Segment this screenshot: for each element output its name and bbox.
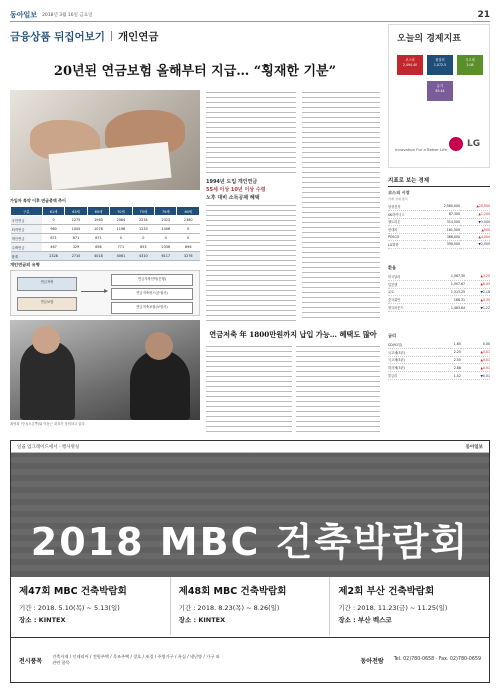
table-cell: 960	[42, 225, 64, 234]
ad-event	[11, 577, 171, 635]
interview-photo	[10, 320, 200, 420]
diagram-title: 개인연금의 유형	[10, 262, 40, 267]
table-row: 삼성전자 2,560,000 ▲20,000	[388, 204, 490, 209]
event-title: 제2회 부산 건축박람회	[338, 586, 435, 597]
rail-rates	[388, 330, 490, 380]
photo-caption: 최영희 이사(오른쪽)와 이동근 대표가 상담하고 있다.	[10, 422, 86, 426]
organizer-label: 동아전람	[360, 657, 384, 665]
article-subhead: 연금저축 年 1800만원까지 납입 가능… 혜택도 많아	[209, 330, 377, 339]
diagram-box-savings: 연금저축	[17, 277, 77, 291]
table-row: 셀트리온 314,500 ▼3,500	[388, 219, 490, 225]
table-row: 회사채(3년) 2.88 ▲0.01	[388, 365, 490, 371]
table-cell: 0	[110, 234, 132, 243]
ad-top-left: 일곱 업그레이드에서 · 행사명칭	[17, 444, 80, 450]
ad-event	[330, 577, 489, 635]
indicator-tile: 원달러 1,072.5	[427, 55, 453, 75]
table-title: 가입자 특약 이후 연금총액 추이	[10, 198, 66, 203]
table-cell: 656	[87, 243, 109, 252]
table-cell: 0	[132, 234, 154, 243]
table-cell: 2323	[155, 216, 177, 225]
pension-table	[10, 206, 200, 261]
rail-ad[interactable]	[388, 24, 490, 168]
table-cell: 1196	[110, 225, 132, 234]
table-cell: 4018	[87, 252, 109, 261]
table-cell: 896	[177, 243, 200, 252]
expo-advertisement[interactable]	[10, 440, 490, 683]
diagram-box-ins-product: 연금저축보험(보험사)	[111, 302, 193, 314]
rail-note: 거래 상위 종목	[388, 197, 408, 201]
table-cell: 4061	[110, 252, 132, 261]
market-table	[388, 203, 490, 249]
table-cell: 0	[177, 225, 200, 234]
table-row-label: 합계	[11, 252, 43, 261]
table-row: SK하이닉스 87,300 ▲1,200	[388, 212, 490, 217]
table-row: 콜금리 1.52 ▼0.01	[388, 373, 490, 379]
indicator-tile: 코스피 2,494.40	[397, 55, 423, 75]
section-title: 금융상품 뒤집어보기	[10, 30, 105, 43]
newspaper-brand: 동아일보	[10, 10, 38, 19]
table-cell: 1406	[155, 225, 177, 234]
exchange-table	[388, 273, 490, 312]
ad-events	[11, 577, 489, 635]
table-cell: 0	[177, 234, 200, 243]
article-photo	[10, 90, 200, 190]
pull-quote-line1: 1994년 도입 개인연금	[206, 179, 258, 185]
table-cell: 1233	[132, 225, 154, 234]
masthead	[10, 8, 490, 22]
section-subtitle: 개인연금	[117, 30, 159, 43]
ad-banner	[11, 453, 489, 577]
event-place: 장소 : KINTEX	[19, 616, 66, 624]
table-row: 현대차 161,500 ▲500	[388, 227, 490, 233]
table-cell: 2380	[177, 216, 200, 225]
pull-quote	[206, 178, 300, 202]
table-cell: 0	[155, 234, 177, 243]
table-header-row	[11, 207, 200, 216]
table-cell: 4310	[132, 252, 154, 261]
rates-table	[388, 341, 490, 380]
table-header: 80세	[177, 207, 200, 216]
pull-quote-line2: 55세 이상 10년 이상 수령	[206, 187, 266, 193]
diagram-arrow	[81, 291, 107, 292]
table-row	[11, 234, 200, 243]
pension-type-diagram	[10, 270, 200, 316]
table-row: 미국달러 1,067.30 ▲3.20	[388, 274, 490, 279]
event-date: 기간 : 2018. 11.23(금) ~ 11.25(일)	[338, 604, 448, 612]
table-row	[11, 252, 200, 261]
indicator-tile: 국고채 2.08	[457, 55, 483, 75]
table-row-label: 개인연금	[11, 234, 43, 243]
table-cell: 871	[65, 234, 87, 243]
table-row-label: 퇴직연금	[11, 225, 43, 234]
table-row	[11, 225, 200, 234]
event-place: 장소 : KINTEX	[178, 616, 226, 624]
table-row-label: 국민연금	[11, 216, 43, 225]
rail-ad-title: 오늘의 경제지표	[397, 34, 461, 44]
event-place: 장소 : 부산 벡스코	[338, 616, 392, 624]
event-date: 기간 : 2018. 5.10(목) ~ 5.13(일)	[19, 604, 120, 612]
table-cell: 871	[87, 234, 109, 243]
table-row	[11, 243, 200, 252]
rail-subtitle: 코스피 시장	[388, 190, 410, 195]
table-row: 영국파운드 1,483.64 ▼1.22	[388, 305, 490, 311]
ad-top-right: 동아일보	[465, 444, 483, 450]
table-row	[11, 216, 200, 225]
table-cell: 6117	[155, 252, 177, 261]
table-row: POSCO 366,000 ▲4,000	[388, 235, 490, 240]
table-cell: 1005	[65, 225, 87, 234]
table-cell: 2328	[42, 252, 64, 261]
table-cell: 0	[42, 216, 64, 225]
table-cell: 467	[42, 243, 64, 252]
ad-footer	[11, 637, 489, 682]
lg-logo-icon	[449, 137, 463, 151]
rail-subtitle: 금리	[388, 333, 397, 338]
table-header: 75세	[132, 207, 154, 216]
page-number: 21	[477, 9, 490, 20]
section-header	[10, 28, 380, 44]
table-header: 70세	[110, 207, 132, 216]
table-cell: 853	[132, 243, 154, 252]
ad-top-bar	[11, 441, 489, 453]
table-cell: 329	[65, 243, 87, 252]
event-title: 제47회 MBC 건축박람회	[19, 586, 127, 597]
table-row: 중국위안 168.31 ▲0.35	[388, 297, 490, 303]
table-header: 61세	[42, 207, 64, 216]
article-body-col4	[296, 346, 380, 432]
table-header: 구분	[11, 207, 43, 216]
table-header: 79세	[155, 207, 177, 216]
table-header: 65세	[87, 207, 109, 216]
issue-date: 2018년 3월 16일 금요일	[42, 12, 93, 18]
event-date: 기간 : 2018. 8.23(목) ~ 8.26(일)	[178, 604, 280, 612]
table-cell: 2336	[155, 243, 177, 252]
table-row-label: 주택연금	[11, 243, 43, 252]
ad-slogan: Innovation For a Better Life	[395, 147, 447, 152]
rail-exchange	[388, 262, 490, 312]
exhibit-items: 건축자재 / 인테리어 / 전원주택 / 목조주택 / 창호 / 조경 / 주방가구 / 욕실 / 냉난방 / 가구 외 관련 품목	[52, 654, 220, 665]
table-cell: 2084	[110, 216, 132, 225]
table-cell: 771	[110, 243, 132, 252]
table-header: 63세	[65, 207, 87, 216]
article-body-col1b	[206, 205, 296, 323]
contact-phone: Tel. 02)780-0658 · Fax. 02)780-0659	[393, 657, 481, 662]
ad-big-title: 2018 MBC 건축박람회	[30, 520, 470, 564]
table-row: CD(91일) 1.65 0.00	[388, 342, 490, 347]
table-row: LG화학 390,500 ▼2,000	[388, 242, 490, 247]
table-row: 일본엔 1,007.67 ▲6.43	[388, 282, 490, 287]
diagram-box-insurance: 연금보험	[17, 297, 77, 311]
table-cell: 1076	[87, 225, 109, 234]
diagram-box-fund: 연금저축펀드(증권사)	[111, 288, 193, 300]
exhibit-label: 전시품목	[19, 657, 43, 665]
event-title: 제48회 MBC 건축박람회	[178, 586, 287, 597]
table-row: 유로 1,313.25 ▼2.18	[388, 289, 490, 295]
article-headline: 20년된 연금보험 올해부터 지급… “횡재한 기분”	[53, 64, 337, 79]
table-cell: 1275	[65, 216, 87, 225]
article-body-col3	[206, 346, 292, 432]
diagram-box-trust: 연금저축신탁(은행)	[111, 274, 193, 286]
pull-quote-line3: 노후 대비 소득공제 혜택	[206, 195, 260, 201]
section-divider	[111, 31, 112, 41]
indicator-tile: 유가 65.44	[427, 81, 453, 101]
rail-market	[388, 176, 490, 249]
table-cell: 2710	[65, 252, 87, 261]
rail-subtitle: 환율	[388, 265, 397, 270]
ad-brand: LG	[467, 139, 481, 149]
table-cell: 871	[42, 234, 64, 243]
rail-title: 지표로 보는 경제	[388, 176, 490, 187]
table-cell: 3276	[177, 252, 200, 261]
article-body-col1	[206, 92, 296, 176]
table-row: 국고채(3년) 2.25 ▲0.01	[388, 350, 490, 355]
table-cell: 2234	[132, 216, 154, 225]
article-body-col2	[302, 92, 380, 322]
ad-event	[171, 577, 331, 635]
table-cell: 1963	[87, 216, 109, 225]
table-row: 국고채(5년) 2.50 ▲0.01	[388, 357, 490, 363]
